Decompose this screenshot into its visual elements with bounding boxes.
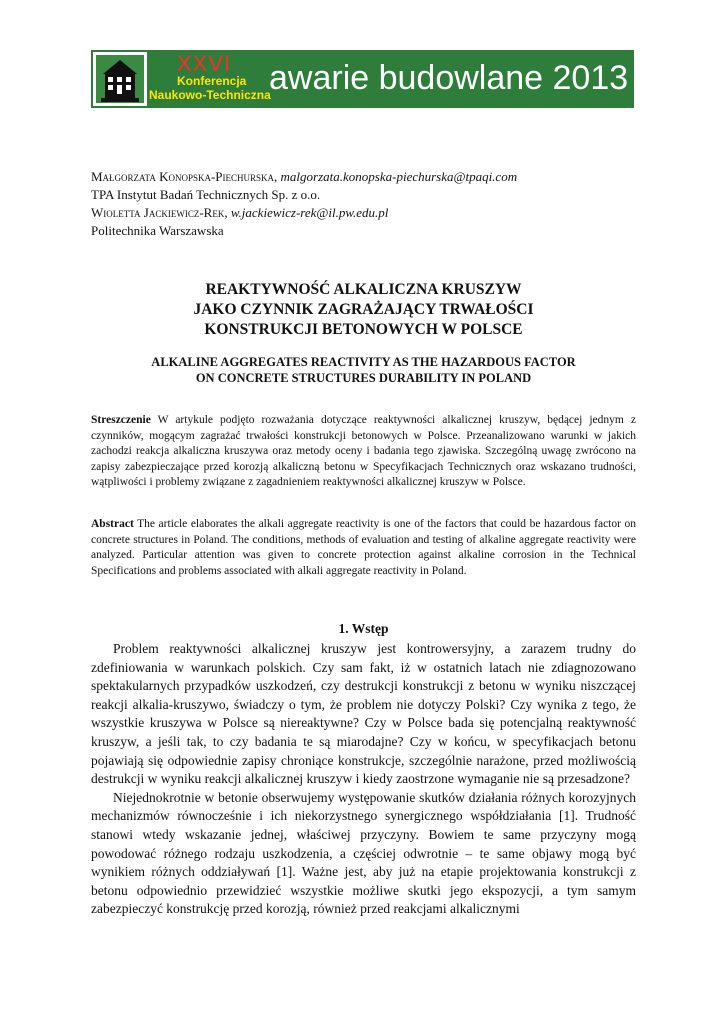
konferencja-label: Konferencja [177,74,247,88]
author2-email[interactable]: w.jackiewicz-rek@il.pw.edu.pl [230,205,389,220]
author2-name: Wioletta Jackiewicz-Rek [91,205,225,220]
author1-line: Małgorzata Konopska-Piechurska, malgorzata.konopska-piechurska@tpaqi.com [91,169,518,184]
paper-title-polish [91,280,636,340]
author2-line: Wioletta Jackiewicz-Rek, w.jackiewicz-rek@il.pw.edu.pl [91,205,389,220]
title-pl-line2: JAKO CZYNNIK ZAGRAŻAJĄCY TRWAŁOŚCI [193,301,534,318]
paragraph-2: Niejednokrotnie w betonie obserwujemy występowanie skutków działania różnych korozyjnych mechanizmów równocześnie i ich niekorzystnego synergicznego współdziałania [1]. Trudność stanowi wtedy wskazanie jednej, właściwej przyczyny. Bowiem te same przyczyny mogą powodować różnego rodzaju uszkodzenia, a częściej odwrotnie – te same objawy mogą być wynikiem różnych oddziaływań [1]. Ważne jest, aby już na etapie projektowania konstrukcji z betonu odpowiednio przewidzieć wszystkie możliwe skutki jego ekspozycji, a tym samym zabezpieczyć konstrukcję przed korozją, również przed reakcjami alkalicznymi [91,789,636,917]
paragraph-1: Problem reaktywności alkalicznej kruszyw jest kontrowersyjny, a zarazem trudny do zdefiniowania w warunkach polskich. Czy sam fakt, iż w ostatnich latach nie zdiagnozowano spektakularnych przypadków uszkodzeń, czy destrukcji konstrukcji z betonu w wyniku niszczącej reakcji alkalia-kruszywo, świadczy o tym, że problem nie dotyczy Polski? Czy wynika z tego, że wszystkie kruszywa w Polsce są niereaktywne? Czy w Polsce bada się potencjalną reaktywność kruszyw, a jeśli tak, to czy badania te są miarodajne? Czy w końcu, w specyfikacjach betonu pojawiają się odpowiednie zapisy chroniące konstrukcje, szczególnie narażone, przed możliwością destrukcji w wyniku reakcji alkalicznej kruszyw i kiedy zaostrzone wymaganie nie są przesadzone? [91,641,636,787]
title-en-line2: ON CONCRETE STRUCTURES DURABILITY IN POLAND [195,371,532,385]
abstract-text: The article elaborates the alkali aggregate reactivity is one of the factors that could be hazardous factor on concrete structures in Poland. The conditions, methods of evaluation and testing of alkaline aggregate reactivity were analyzed. Particular attention was given to concrete protection against alkaline corrosion in the Technical Specifications and problems associated with alkali aggregate reactivity in Poland. [91,518,637,577]
conference-banner [91,50,634,108]
author1-name: Małgorzata Konopska-Piechurska [91,169,275,184]
streszczenie-label: Streszczenie [91,414,151,426]
title-pl-line1: REAKTYWNOŚĆ ALKALICZNA KRUSZYW [205,281,522,298]
author1-affiliation: TPA Instytut Badań Technicznych Sp. z o.o. [91,187,321,202]
section-body [91,640,636,919]
author2-affiliation: Politechnika Warszawska [91,223,224,238]
conference-logo [93,52,147,106]
conference-title: awarie budowlane 2013 [269,59,629,97]
title-en-line1: ALKALINE AGGREGATES REACTIVITY AS THE HAZARDOUS FACTOR [151,355,576,369]
abstract-block [91,517,636,579]
paper-title-english [91,354,636,386]
streszczenie-block [91,413,636,491]
conference-number: XXVI [177,51,232,76]
section-heading-introduction: 1. Wstęp [338,621,389,636]
abstract-label: Abstract [91,518,134,530]
authors-block [91,168,636,240]
naukowo-techniczna-label: Naukowo-Techniczna [149,88,271,102]
title-pl-line3: KONSTRUKCJI BETONOWYCH W POLSCE [204,321,523,338]
author1-email[interactable]: malgorzata.konopska-piechurska@tpaqi.com [280,169,518,184]
streszczenie-text: W artykule podjęto rozważania dotyczące reaktywności alkalicznej kruszyw, będącej jednym z czynników, mogącym zagrażać trwałości konstrukcji betonowych w Polsce. Przeanalizowano warunki w jakich zachodzi reakcja alkaliczna kruszywa oraz metody oceny i badania tego zjawiska. Szczególną uwagę zwrócono na zapisy zabezpieczające przed korozją alkaliczną betonu w Specyfikacjach Technicznych oraz wskazano trudności, wątpliwości i problemy związane z zagadnieniem reaktywności alkalicznej kruszyw w Polsce. [91,414,636,488]
